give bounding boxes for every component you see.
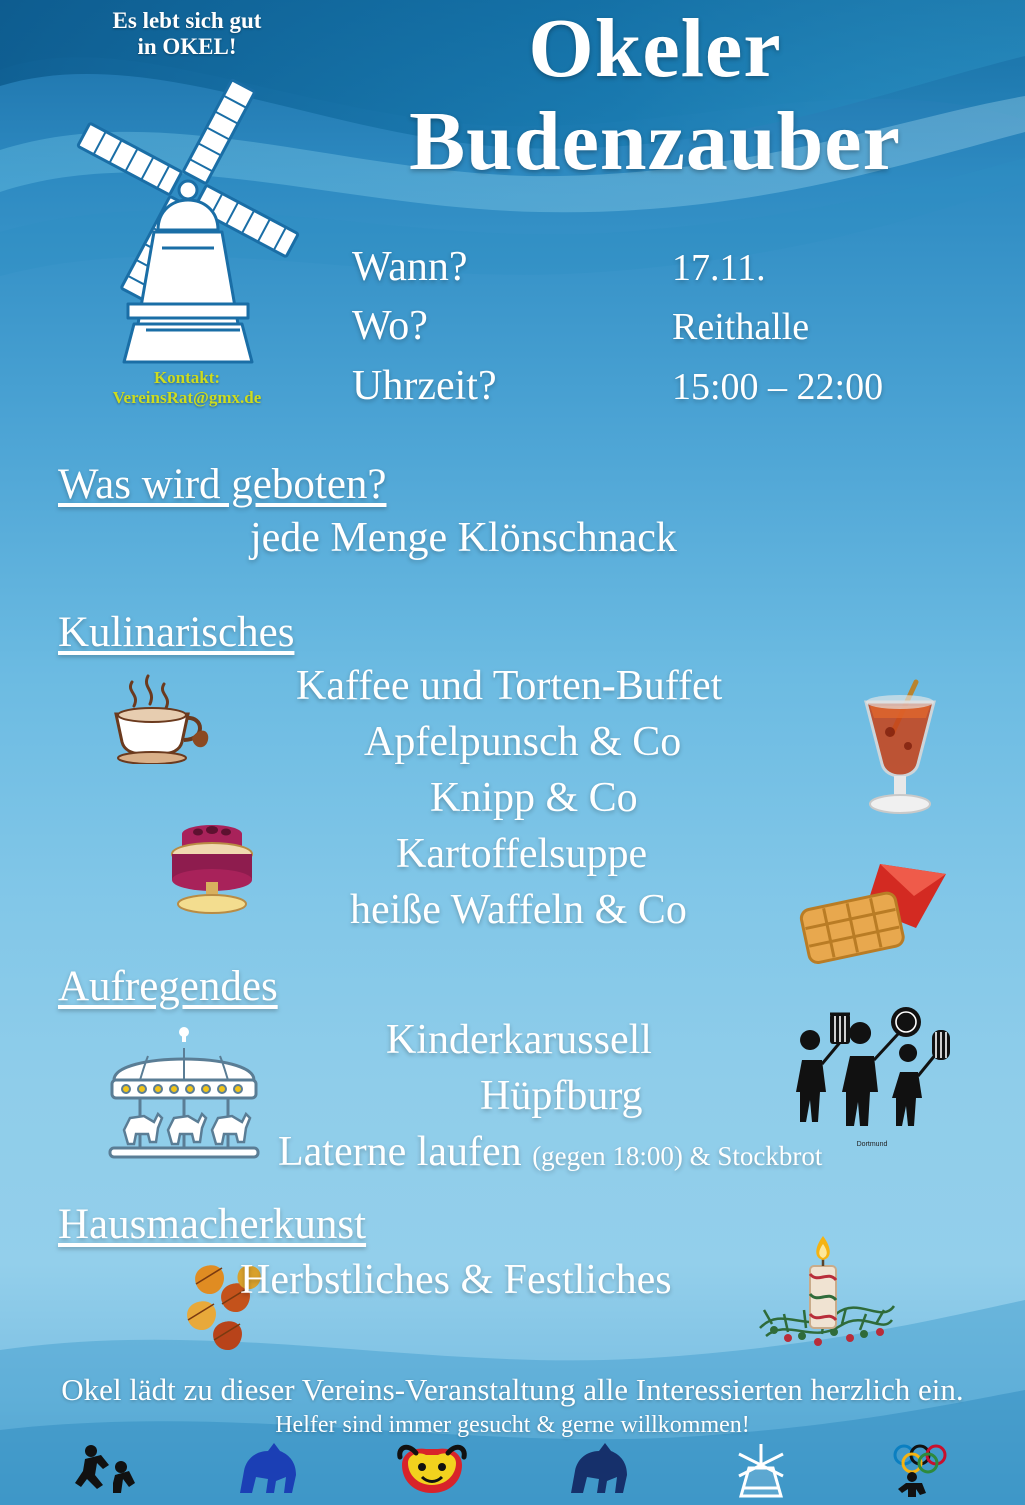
exciting-item-huepfburg: Hüpfburg	[480, 1073, 643, 1119]
fact-row-when	[352, 240, 883, 295]
culinary-item-knipp: Knipp & Co	[430, 775, 638, 821]
logo-tagline-line2: in OKEL!	[137, 33, 237, 59]
fact-row-where	[352, 299, 883, 354]
carnival-mask-icon	[392, 1441, 472, 1504]
cake-icon	[152, 808, 272, 923]
logo-tagline	[52, 8, 322, 60]
carousel-icon	[100, 1026, 268, 1171]
contact-block	[52, 368, 322, 409]
footer-invitation-line: Okel lädt zu dieser Vereins-Veranstaltung alle Interessierten herzlich ein.	[61, 1372, 964, 1407]
handicraft-item-herbstliches: Herbstliches & Festliches	[240, 1257, 672, 1303]
event-facts	[352, 240, 883, 418]
section-heading-offer: Was wird geboten?	[58, 461, 387, 508]
section-heading-culinary: Kulinarisches	[58, 609, 295, 656]
fact-question-where: Wo?	[352, 303, 428, 350]
olympic-rings-icon	[884, 1441, 956, 1504]
culinary-item-kaffee-torten: Kaffee und Torten-Buffet	[296, 663, 723, 709]
fact-answer-time: 15:00 – 22:00	[672, 365, 884, 408]
title-line-1: Okeler	[528, 2, 782, 95]
waffle-icon	[796, 856, 956, 971]
title-line-2: Budenzauber	[409, 94, 901, 188]
logo-block	[52, 8, 322, 408]
offer-item-kloenschnack: jede Menge Klönschnack	[250, 515, 677, 561]
contact-label: Kontakt:	[153, 367, 221, 387]
candle-wreath-icon	[748, 1232, 898, 1363]
windmill-icon	[52, 62, 322, 372]
section-heading-handicraft: Hausmacherkunst	[58, 1201, 367, 1248]
exciting-item-laterne	[278, 1130, 822, 1175]
windmill-small-icon	[725, 1440, 797, 1505]
laterne-main: Laterne laufen	[278, 1129, 522, 1175]
punch-glass-icon	[846, 672, 954, 835]
fact-row-time	[352, 359, 883, 414]
fact-answer-venue: Reithalle	[672, 306, 810, 349]
culinary-item-waffeln: heiße Waffeln & Co	[350, 887, 687, 933]
culinary-item-kartoffelsuppe: Kartoffelsuppe	[396, 831, 648, 877]
logo-tagline-line1: Es lebt sich gut	[112, 8, 262, 33]
page-title	[300, 2, 1010, 191]
footer-icon-strip	[0, 1440, 1025, 1505]
horse-blue-icon	[226, 1441, 306, 1504]
culinary-item-apfelpunsch: Apfelpunsch & Co	[364, 719, 682, 765]
contact-email[interactable]: VereinsRat@gmx.de	[112, 387, 262, 407]
laterne-note: (gegen 18:00) & Stockbrot	[532, 1141, 823, 1171]
fact-answer-date: 17.11.	[672, 247, 766, 289]
fact-question-time: Uhrzeit?	[352, 362, 497, 409]
gymnastics-icon	[69, 1441, 139, 1504]
fact-question-when: Wann?	[352, 244, 468, 290]
footer-helper-line: Helfer sind immer gesucht & gerne willkommen!	[275, 1412, 750, 1438]
svg-text:Dortmund: Dortmund	[856, 1141, 888, 1148]
coffee-cup-icon	[96, 668, 216, 769]
exciting-item-kinderkarussell: Kinderkarussell	[386, 1017, 652, 1063]
section-heading-exciting: Aufregendes	[58, 963, 278, 1010]
horse-dark-icon	[559, 1441, 639, 1504]
